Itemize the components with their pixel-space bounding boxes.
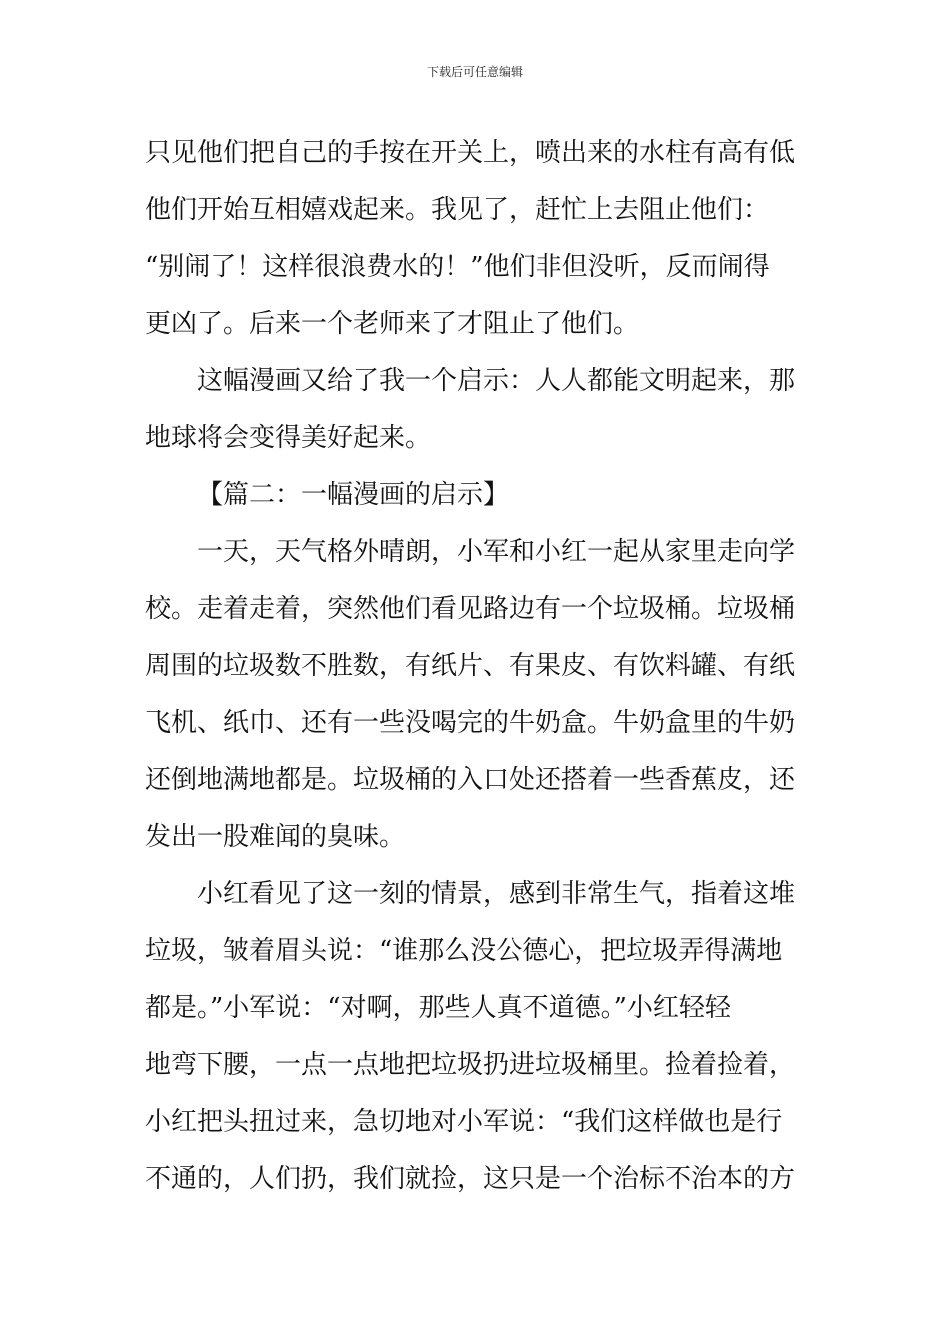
paragraph-first-line: 一天，天气格外晴朗，小军和小红一起从家里走向学 <box>197 537 796 567</box>
text-line: 周围的垃圾数不胜数，有纸片、有果皮、有饮料罐、有纸 <box>145 651 796 681</box>
text-line: 只见他们把自己的手按在开关上，喷出来的水柱有高有低 <box>145 138 796 168</box>
paragraph-first-line: 小红看见了这一刻的情景，感到非常生气，指着这堆 <box>197 879 796 909</box>
text-line: 都是。”小军说：“对啊，那些人真不道德。”小红轻轻 <box>145 993 731 1023</box>
text-line: 地弯下腰，一点一点地把垃圾扔进垃圾桶里。捡着捡着， <box>145 1050 796 1080</box>
text-line: 不通的，人们扔，我们就捡，这只是一个治标不治本的方 <box>145 1164 796 1194</box>
text-line: 垃圾，皱着眉头说：“谁那么没公德心，把垃圾弄得满地 <box>145 936 783 966</box>
text-line: 校。走着走着，突然他们看见路边有一个垃圾桶。垃圾桶 <box>145 594 796 624</box>
text-line: “别闹了！这样很浪费水的！”他们非但没听，反而闹得 <box>145 252 770 282</box>
text-line: 他们开始互相嬉戏起来。我见了，赶忙上去阻止他们： <box>145 195 770 225</box>
text-line: 发出一股难闻的臭味。 <box>145 822 406 852</box>
text-line: 地球将会变得美好起来。 <box>145 423 432 453</box>
text-line: 还倒地满地都是。垃圾桶的入口处还搭着一些香蕉皮，还 <box>145 765 796 795</box>
text-line: 小红把头扭过来，急切地对小军说：“我们这样做也是行 <box>145 1107 783 1137</box>
text-line: 更凶了。后来一个老师来了才阻止了他们。 <box>145 309 640 339</box>
page-header: 下载后可任意编辑 <box>426 65 523 79</box>
paragraph-first-line: 这幅漫画又给了我一个启示：人人都能文明起来，那 <box>197 366 796 396</box>
section-title: 【篇二：一幅漫画的启示】 <box>197 480 510 510</box>
text-line: 飞机、纸巾、还有一些没喝完的牛奶盒。牛奶盒里的牛奶 <box>145 708 796 738</box>
